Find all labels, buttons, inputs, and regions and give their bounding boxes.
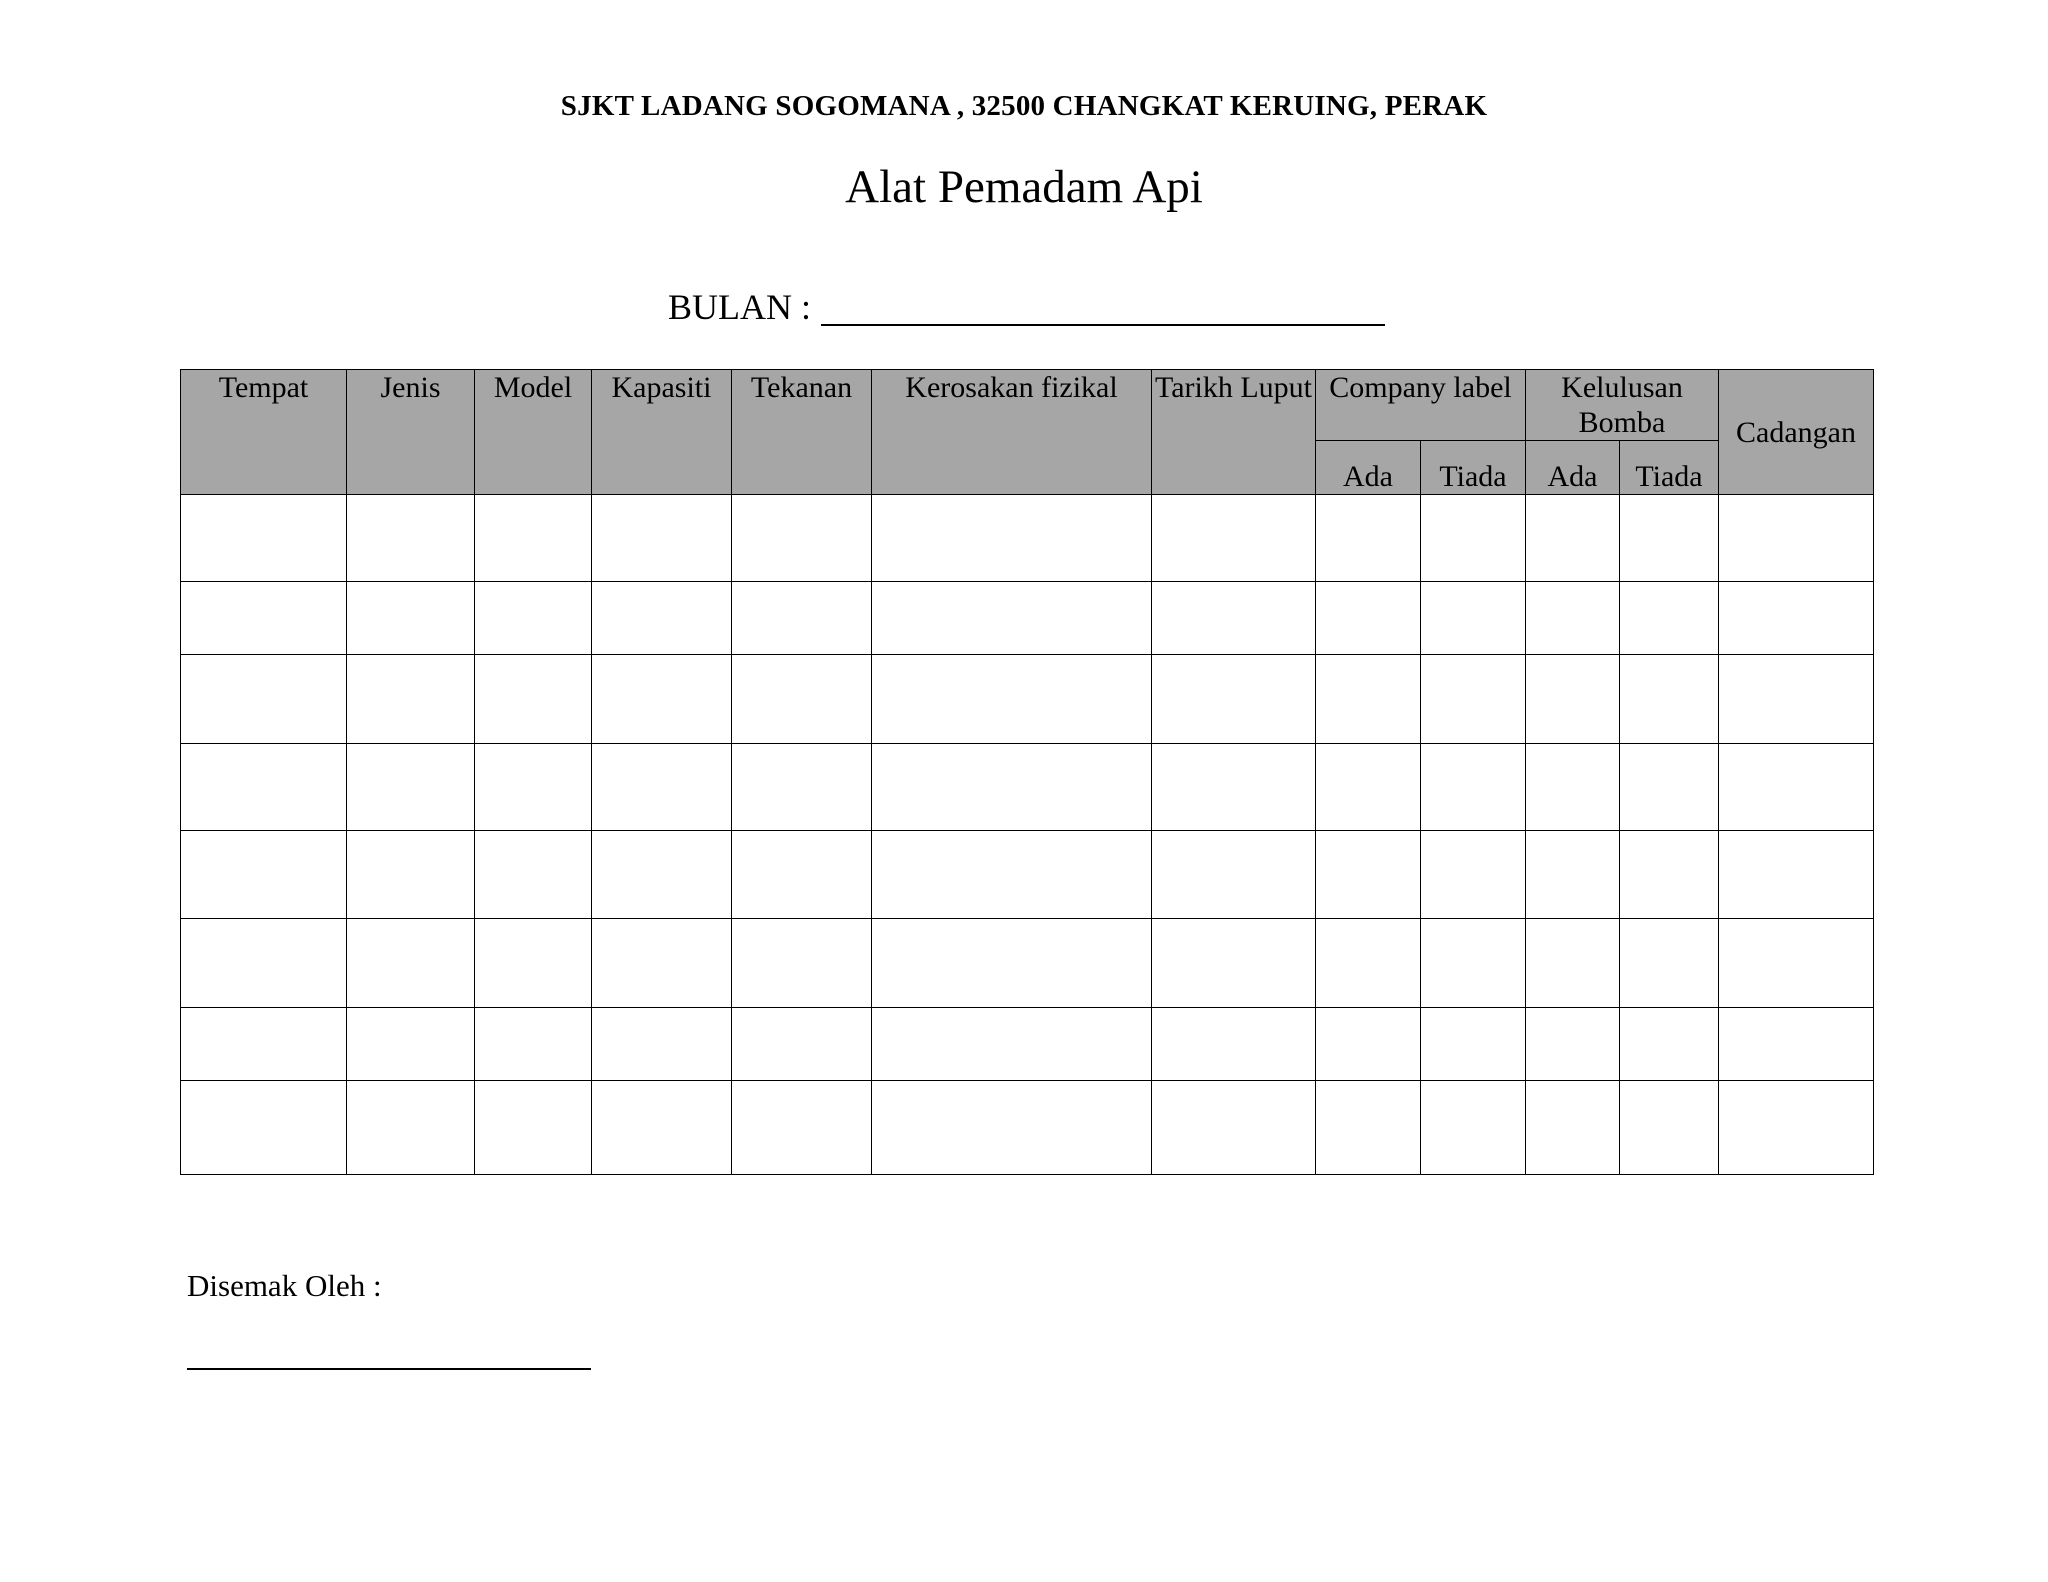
table-cell[interactable] — [732, 744, 872, 831]
table-cell[interactable] — [732, 495, 872, 582]
table-cell[interactable] — [1316, 1081, 1421, 1175]
table-cell[interactable] — [1526, 831, 1620, 919]
table-cell[interactable] — [1421, 919, 1526, 1008]
table-cell[interactable] — [347, 744, 475, 831]
table-cell[interactable] — [592, 744, 732, 831]
table-cell[interactable] — [1526, 495, 1620, 582]
table-cell[interactable] — [347, 582, 475, 655]
table-cell[interactable] — [1421, 831, 1526, 919]
table-cell[interactable] — [872, 744, 1152, 831]
table-cell[interactable] — [1620, 744, 1719, 831]
table-cell[interactable] — [732, 582, 872, 655]
header-bomba-tiada-text: Tiada — [1635, 460, 1703, 493]
table-cell[interactable] — [1152, 919, 1316, 1008]
table-cell[interactable] — [475, 495, 592, 582]
table-row — [181, 495, 1874, 582]
table-cell[interactable] — [1152, 1008, 1316, 1081]
table-cell[interactable] — [181, 919, 347, 1008]
table-row — [181, 1008, 1874, 1081]
table-cell[interactable] — [347, 1081, 475, 1175]
bulan-field — [668, 280, 1385, 328]
table-cell[interactable] — [872, 1008, 1152, 1081]
header-company-ada — [1316, 441, 1421, 495]
header-tempat: Tempat — [181, 370, 347, 495]
table-cell[interactable] — [1719, 495, 1874, 582]
header-company-ada-text: Ada — [1343, 460, 1393, 493]
inspection-table — [180, 369, 1874, 1175]
table-cell[interactable] — [592, 1081, 732, 1175]
table-row — [181, 744, 1874, 831]
table-cell[interactable] — [1421, 1081, 1526, 1175]
header-model: Model — [475, 370, 592, 495]
table-cell[interactable] — [1719, 831, 1874, 919]
table-cell[interactable] — [1620, 495, 1719, 582]
table-cell[interactable] — [1421, 655, 1526, 744]
table-cell[interactable] — [181, 744, 347, 831]
table-cell[interactable] — [1526, 1008, 1620, 1081]
table-cell[interactable] — [347, 1008, 475, 1081]
table-cell[interactable] — [732, 919, 872, 1008]
table-cell[interactable] — [1152, 495, 1316, 582]
table-cell[interactable] — [475, 744, 592, 831]
table-cell[interactable] — [1526, 744, 1620, 831]
table-cell[interactable] — [1152, 655, 1316, 744]
table-row — [181, 919, 1874, 1008]
table-cell[interactable] — [1316, 831, 1421, 919]
table-cell[interactable] — [592, 582, 732, 655]
table-cell[interactable] — [1152, 1081, 1316, 1175]
table-cell[interactable] — [1719, 655, 1874, 744]
table-cell[interactable] — [732, 655, 872, 744]
table-cell[interactable] — [475, 1081, 592, 1175]
disemak-label: Disemak Oleh : — [187, 1268, 382, 1303]
table-cell[interactable] — [872, 655, 1152, 744]
table-cell[interactable] — [592, 655, 732, 744]
header-bomba-ada — [1526, 441, 1620, 495]
table-cell[interactable] — [1719, 1008, 1874, 1081]
header-bomba-ada-text: Ada — [1547, 460, 1598, 493]
table-cell[interactable] — [732, 831, 872, 919]
table-cell[interactable] — [872, 919, 1152, 1008]
header-company-label: Company label — [1316, 370, 1526, 441]
table-cell[interactable] — [1620, 655, 1719, 744]
table-cell[interactable] — [1719, 744, 1874, 831]
table-cell[interactable] — [732, 1008, 872, 1081]
header-jenis: Jenis — [347, 370, 475, 495]
table-cell[interactable] — [1316, 655, 1421, 744]
table-cell[interactable] — [1316, 744, 1421, 831]
table-body — [181, 495, 1874, 1175]
table-row — [181, 655, 1874, 744]
table-cell[interactable] — [1316, 919, 1421, 1008]
table-cell[interactable] — [592, 495, 732, 582]
table-cell[interactable] — [1421, 744, 1526, 831]
table-cell[interactable] — [475, 582, 592, 655]
table-cell[interactable] — [1620, 1081, 1719, 1175]
table-cell[interactable] — [1719, 919, 1874, 1008]
bulan-blank-line — [821, 320, 1385, 326]
table-cell[interactable] — [1316, 1008, 1421, 1081]
table-cell[interactable] — [1421, 1008, 1526, 1081]
table-cell[interactable] — [1152, 831, 1316, 919]
table-cell[interactable] — [475, 1008, 592, 1081]
table-cell[interactable] — [1421, 582, 1526, 655]
table-cell[interactable] — [872, 495, 1152, 582]
table-cell[interactable] — [872, 831, 1152, 919]
table-cell[interactable] — [1526, 919, 1620, 1008]
table-cell[interactable] — [1620, 919, 1719, 1008]
table-cell[interactable] — [732, 1081, 872, 1175]
header-bomba-tiada — [1620, 441, 1719, 495]
table-row — [181, 1081, 1874, 1175]
table-cell[interactable] — [347, 655, 475, 744]
table-cell[interactable] — [1526, 1081, 1620, 1175]
table-cell[interactable] — [1620, 582, 1719, 655]
document-title: Alat Pemadam Api — [845, 161, 1203, 213]
header-kelulusan-bomba: Kelulusan Bomba — [1526, 370, 1719, 441]
table-cell[interactable] — [592, 831, 732, 919]
table-cell[interactable] — [181, 582, 347, 655]
table-cell[interactable] — [872, 582, 1152, 655]
table-cell[interactable] — [181, 1081, 347, 1175]
header-tarikh-luput: Tarikh Luput — [1152, 370, 1316, 495]
signature-line — [187, 1368, 591, 1370]
table-cell[interactable] — [475, 655, 592, 744]
table-cell[interactable] — [1526, 655, 1620, 744]
table-cell[interactable] — [347, 919, 475, 1008]
table-cell[interactable] — [1421, 495, 1526, 582]
table-cell[interactable] — [1152, 582, 1316, 655]
header-kapasiti: Kapasiti — [592, 370, 732, 495]
table-cell[interactable] — [592, 919, 732, 1008]
table-row — [181, 831, 1874, 919]
table-cell[interactable] — [347, 495, 475, 582]
table-cell[interactable] — [347, 831, 475, 919]
table-cell[interactable] — [592, 1008, 732, 1081]
header-cadangan: Cadangan — [1719, 370, 1874, 495]
table-cell[interactable] — [1620, 831, 1719, 919]
table-cell[interactable] — [1719, 1081, 1874, 1175]
school-header: SJKT LADANG SOGOMANA , 32500 CHANGKAT KERUING, PERAK — [560, 90, 1488, 122]
table-cell[interactable] — [1526, 582, 1620, 655]
table-cell[interactable] — [475, 831, 592, 919]
table-cell[interactable] — [1719, 582, 1874, 655]
table-cell[interactable] — [181, 1008, 347, 1081]
table-cell[interactable] — [181, 831, 347, 919]
table-cell[interactable] — [1620, 1008, 1719, 1081]
header-tekanan: Tekanan — [732, 370, 872, 495]
table-cell[interactable] — [475, 919, 592, 1008]
table-cell[interactable] — [1316, 582, 1421, 655]
table-cell[interactable] — [181, 655, 347, 744]
table-row — [181, 582, 1874, 655]
header-company-tiada — [1421, 441, 1526, 495]
table-cell[interactable] — [872, 1081, 1152, 1175]
table-cell[interactable] — [181, 495, 347, 582]
header-kerosakan-fizikal: Kerosakan fizikal — [872, 370, 1152, 495]
bulan-label: BULAN : — [668, 287, 811, 327]
header-company-tiada-text: Tiada — [1439, 460, 1507, 493]
table-cell[interactable] — [1316, 495, 1421, 582]
table-cell[interactable] — [1152, 744, 1316, 831]
